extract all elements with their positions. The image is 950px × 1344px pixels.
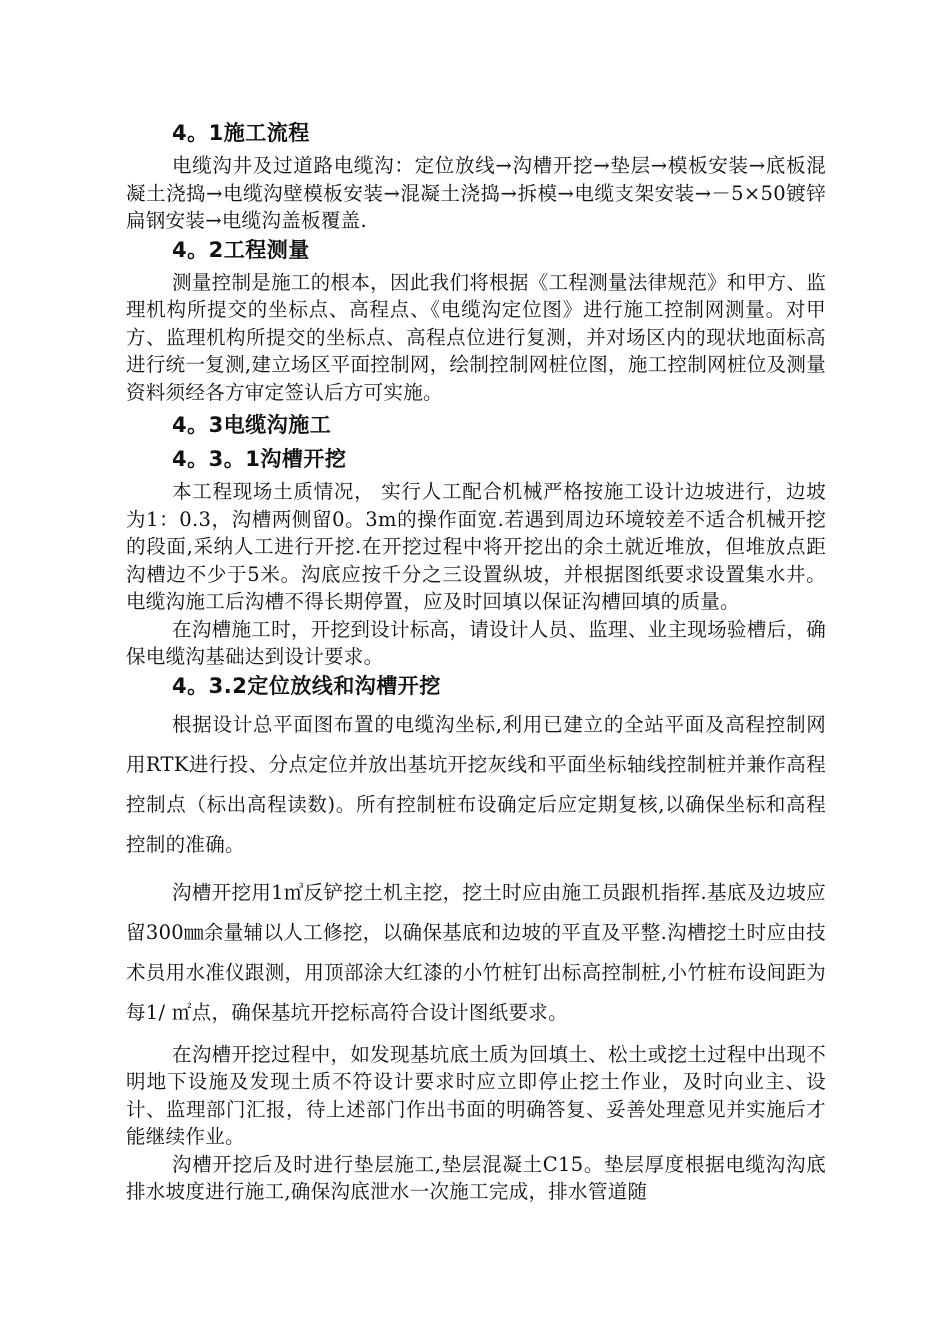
heading-4-2: 4。2工程测量	[172, 237, 310, 262]
heading-4-1: 4。1施工流程	[172, 121, 310, 145]
paragraph-excavator: 沟槽开挖用1㎥反铲挖土机主挖，挖土时应由施工员跟机指挥.基底及边坡应留300㎜余量辅以人工修挖，以确保基底和边坡的平直及平整.沟槽挖土时应由技术员用水准仪跟测，用顶部涂大红漆的小竹桩钉出标高控制桩,小竹桩布设间距为每1/ ㎡点，确保基坑开挖标高符合设计图纸要求。	[126, 880, 826, 1024]
paragraph-cushion-layer: 沟槽开挖后及时进行垫层施工,垫层混凝土C15。垫层厚度根据电缆沟沟底排水坡度进行施工,确保沟底泄水一次施工完成，排水管道随	[126, 1152, 826, 1203]
heading-4-3-2: 4。3.2定位放线和沟槽开挖	[172, 673, 441, 698]
paragraph-abnormal-soil: 在沟槽开挖过程中，如发现基坑底土质为回填土、松土或挖土过程中出现不明地下设施及发现土质不符设计要求时应立即停止挖土作业，及时向业主、设计、监理部门汇报，待上述部门作出书面的明确答复、妥善处理意见并实施后才能继续作业。	[126, 1042, 826, 1148]
paragraph-positioning: 根据设计总平面图布置的电缆沟坐标,利用已建立的全站平面及高程控制网用RTK进行投、分点定位并放出基坑开挖灰线和平面坐标轴线控制桩并兼作高程控制点（标出高程读数)。所有控制桩布设确定后应定期复核,以确保坐标和高程控制的准确。	[126, 712, 826, 856]
paragraph-construction-flow: 电缆沟井及过道路电缆沟：定位放线→沟槽开挖→垫层→模板安装→底板混凝土浇捣→电缆沟壁模板安装→混凝土浇捣→拆模→电缆支架安装→－5×50镀锌扁钢安装→电缆沟盖板覆盖.	[126, 154, 826, 232]
paragraph-survey: 测量控制是施工的根本，因此我们将根据《工程测量法律规范》和甲方、监理机构所提交的坐标点、高程点、《电缆沟定位图》进行施工控制网测量。对甲方、监理机构所提交的坐标点、高程点位进行复测，并对场区内的现状地面标高进行统一复测,建立场区平面控制网，绘制控制网桩位图，施工控制网桩位及测量资料须经各方审定签认后方可实施。	[126, 270, 826, 404]
heading-4-3: 4。3电缆沟施工	[172, 413, 332, 437]
document-page	[126, 118, 826, 1206]
paragraph-trench-inspection: 在沟槽施工时，开挖到设计标高，请设计人员、监理、业主现场验槽后，确保电缆沟基础达到设计要求。	[126, 617, 826, 668]
paragraph-trench-excavation: 本工程现场土质情况， 实行人工配合机械严格按施工设计边坡进行，边坡为1：0.3，沟槽两侧留0。3m的操作面宽.若遇到周边环境较差不适合机械开挖的段面,采纳人工进行开挖.在开挖过程中将开挖出的余土就近堆放，但堆放点距沟槽边不少于5米。沟底应按千分之三设置纵坡，并根据图纸要求设置集水井。电缆沟施工后沟槽不得长期停置，应及时回填以保证沟槽回填的质量。	[126, 480, 826, 613]
heading-4-3-1: 4。3。1沟槽开挖	[172, 447, 347, 471]
